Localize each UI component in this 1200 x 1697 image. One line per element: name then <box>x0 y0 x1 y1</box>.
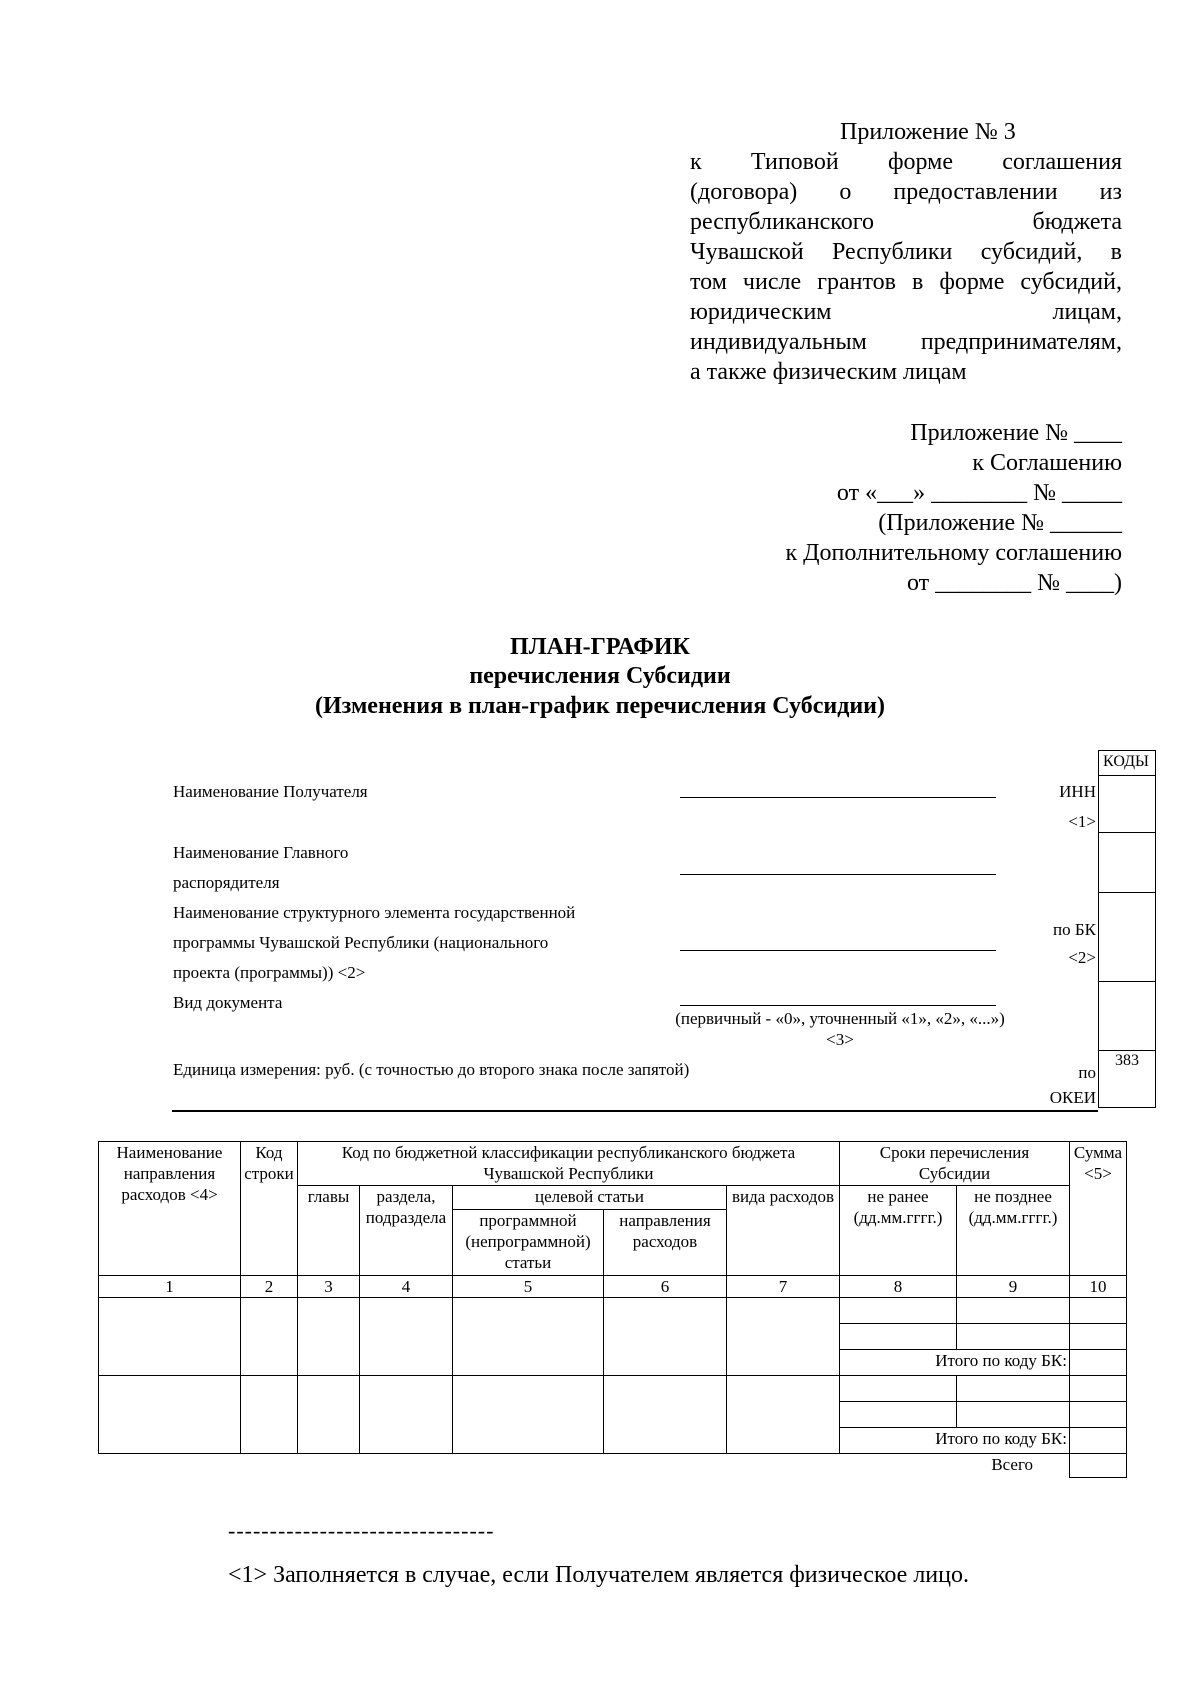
structural-label-cont: проекта (программы)) <2> <box>173 963 366 982</box>
total-cell[interactable] <box>1070 1454 1127 1478</box>
manager-label: Наименование Главного <box>173 843 349 862</box>
table-cell[interactable] <box>1070 1402 1127 1428</box>
col-number: 6 <box>604 1276 727 1298</box>
inn-note: <1> <box>1068 812 1096 831</box>
subtotal-label: Итого по коду БК: <box>840 1428 1070 1454</box>
appendix-line: том числе грантов в форме субсидий, <box>690 269 1122 295</box>
col-header-chapter: главы <box>298 1186 360 1276</box>
bk-label: по БК <box>1053 920 1096 939</box>
agreement-block <box>600 418 1122 598</box>
appendix-line: а также физическим лицам <box>690 359 967 385</box>
footnote-1: <1> Заполняется в случае, если Получателем является физическое лицо. <box>228 1562 969 1588</box>
agreement-line: от ________ № ____) <box>906 570 1122 596</box>
appendix-line: индивидуальным предпринимателям, <box>690 329 1122 355</box>
col-header-program: программной (непрограммной) статьи <box>453 1210 604 1276</box>
codes-header: КОДЫ <box>1103 753 1149 770</box>
doc-type-hint: (первичный - «0», уточненный «1», «2», «...») <box>675 1009 1005 1028</box>
col-number: 9 <box>957 1276 1070 1298</box>
document-subtitle-changes: (Изменения в план-график перечисления Субсидии) <box>314 693 885 719</box>
col-header-code: Код строки <box>241 1142 298 1276</box>
table-cell[interactable] <box>99 1298 241 1376</box>
table-cell[interactable] <box>957 1376 1070 1402</box>
header-bottom-rule <box>172 1110 1098 1112</box>
agreement-line: от «___» ________ № _____ <box>836 480 1122 506</box>
table-cell[interactable] <box>99 1376 241 1454</box>
col-header-not-later: не позднее (дд.мм.гггг.) <box>957 1186 1070 1276</box>
table-cell[interactable] <box>241 1298 298 1376</box>
table-cell[interactable] <box>360 1298 453 1376</box>
structural-label: Наименование структурного элемента государственной <box>173 903 576 922</box>
table-cell[interactable] <box>604 1376 727 1454</box>
col-header-not-before: не ранее (дд.мм.гггг.) <box>840 1186 957 1276</box>
table-cell[interactable] <box>727 1376 840 1454</box>
col-header-bk: Код по бюджетной классификации республиканского бюджета Чувашской Республики <box>298 1142 840 1186</box>
table-cell[interactable] <box>840 1376 957 1402</box>
total-label: Всего <box>991 1455 1033 1474</box>
structural-label-cont: программы Чувашской Республики (национального <box>173 933 549 952</box>
table-cell[interactable] <box>241 1376 298 1454</box>
appendix-number: Приложение № 3 <box>840 119 1016 145</box>
document-title: ПЛАН-ГРАФИК <box>510 634 690 660</box>
appendix-line: Чувашской Республики субсидий, в <box>690 239 1122 265</box>
manager-code-cell[interactable] <box>1099 832 1155 892</box>
document-subtitle: перечисления Субсидии <box>469 663 731 689</box>
col-header-terms: Сроки перечисления Субсидии <box>840 1142 1070 1186</box>
subtotal-cell[interactable] <box>1070 1350 1127 1376</box>
bk-code-cell[interactable] <box>1099 892 1155 981</box>
col-header-direction: направления расходов <box>604 1210 727 1276</box>
doc-type-label: Вид документа <box>173 993 283 1012</box>
table-cell[interactable] <box>1070 1298 1127 1324</box>
manager-field-line[interactable] <box>680 874 996 875</box>
col-header-target: целевой статьи <box>453 1186 727 1210</box>
codes-header-cell <box>1099 751 1155 775</box>
col-header-type: вида расходов <box>727 1186 840 1276</box>
col-number: 2 <box>241 1276 298 1298</box>
okei-code-cell: 383 <box>1099 1050 1155 1107</box>
table-cell[interactable] <box>360 1376 453 1454</box>
table-cell[interactable] <box>298 1298 360 1376</box>
unit-label: Единица измерения: руб. (с точностью до второго знака после запятой) <box>173 1060 690 1079</box>
table-cell[interactable] <box>453 1298 604 1376</box>
agreement-line: (Приложение № ______ <box>878 510 1122 536</box>
bk-note: <2> <box>1068 948 1096 967</box>
col-number: 5 <box>453 1276 604 1298</box>
appendix-block <box>690 117 1122 387</box>
subtotal-label: Итого по коду БК: <box>840 1350 1070 1376</box>
inn-label: ИНН <box>1059 782 1096 801</box>
footnote-separator: -------------------------------- <box>228 1518 495 1543</box>
agreement-line: к Соглашению <box>972 450 1122 476</box>
okei-label: по <box>1078 1063 1096 1082</box>
schedule-table <box>98 1141 1127 1478</box>
table-cell[interactable] <box>604 1298 727 1376</box>
inn-code-cell[interactable] <box>1099 775 1155 832</box>
appendix-line: юридическим лицам, <box>690 299 1122 325</box>
table-cell[interactable] <box>727 1298 840 1376</box>
agreement-line: Приложение № ____ <box>910 420 1122 446</box>
okei-label-cont: ОКЕИ <box>1049 1088 1096 1107</box>
agreement-line: к Дополнительному соглашению <box>785 540 1122 566</box>
table-cell[interactable] <box>840 1298 957 1324</box>
codes-column <box>1098 750 1156 1108</box>
table-cell[interactable] <box>453 1376 604 1454</box>
table-cell[interactable] <box>957 1402 1070 1428</box>
col-header-sum: Сумма <5> <box>1070 1142 1127 1276</box>
recipient-label: Наименование Получателя <box>173 782 368 801</box>
table-cell[interactable] <box>840 1324 957 1350</box>
table-cell[interactable] <box>1070 1376 1127 1402</box>
doc-type-field-line[interactable] <box>680 1005 996 1006</box>
table-cell[interactable] <box>957 1298 1070 1324</box>
col-header-name: Наименование направления расходов <4> <box>99 1142 241 1276</box>
subtotal-cell[interactable] <box>1070 1428 1127 1454</box>
col-number: 7 <box>727 1276 840 1298</box>
col-number: 8 <box>840 1276 957 1298</box>
appendix-line: республиканского бюджета <box>690 209 1122 235</box>
table-cell[interactable] <box>840 1402 957 1428</box>
manager-label-cont: распорядителя <box>173 873 280 892</box>
col-header-section: раздела, подраздела <box>360 1186 453 1276</box>
doc-type-code-cell[interactable] <box>1099 981 1155 1050</box>
col-number: 3 <box>298 1276 360 1298</box>
recipient-field-line[interactable] <box>680 797 996 798</box>
appendix-line: к Типовой форме соглашения <box>690 149 1122 175</box>
table-cell[interactable] <box>957 1324 1070 1350</box>
doc-type-note: <3> <box>826 1030 854 1049</box>
table-cell[interactable] <box>1070 1324 1127 1350</box>
col-number: 10 <box>1070 1276 1127 1298</box>
col-number: 1 <box>99 1276 241 1298</box>
appendix-line: (договора) о предоставлении из <box>690 179 1122 205</box>
col-number: 4 <box>360 1276 453 1298</box>
table-cell[interactable] <box>298 1376 360 1454</box>
structural-field-line[interactable] <box>680 950 996 951</box>
